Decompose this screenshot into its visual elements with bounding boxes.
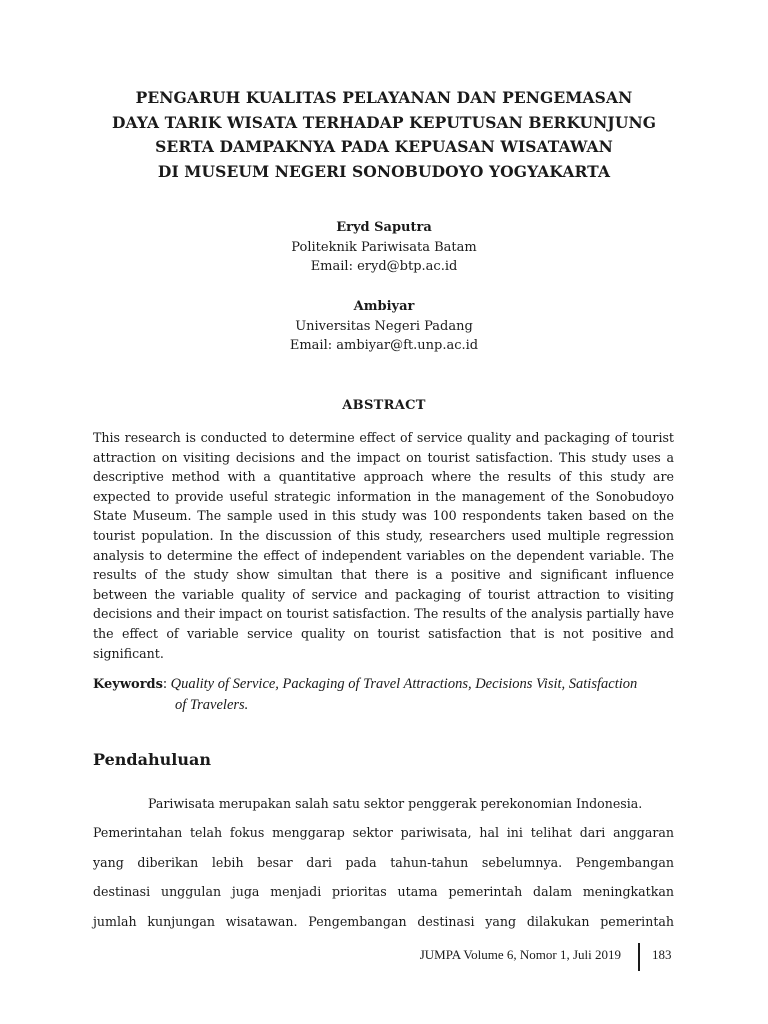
keywords [93, 674, 683, 715]
body-line: Pemerintahan telah fokus menggarap sektor pariwisata, hal ini telihat dari anggaran [93, 825, 674, 841]
section-body [93, 789, 674, 936]
title-line: DAYA TARIK WISATA TERHADAP KEPUTUSAN BERKUNJUNG [111, 112, 657, 132]
author-name: Eryd Saputra [336, 220, 432, 235]
page-footer [0, 943, 768, 973]
page-number: 183 [652, 947, 672, 962]
body-line: yang diberikan lebih besar dari pada tahun-tahun sebelumnya. Pengembangan [93, 854, 674, 870]
author-name: Ambiyar [353, 299, 415, 314]
keywords-label: Keywords [93, 677, 163, 692]
section-heading: Pendahuluan [93, 750, 211, 769]
author-affiliation: Universitas Negeri Padang [295, 318, 473, 334]
abstract-heading: ABSTRACT [342, 398, 426, 413]
author-affiliation: Politeknik Pariwisata Batam [291, 239, 477, 255]
author-email: Email: eryd@btp.ac.id [310, 259, 458, 274]
journal-citation: JUMPA Volume 6, Nomor 1, Juli 2019 [419, 947, 621, 962]
paper-title [80, 86, 688, 184]
title-line: PENGARUH KUALITAS PELAYANAN DAN PENGEMASAN [135, 88, 633, 107]
body-line: Pariwisata merupakan salah satu sektor penggerak perekonomian Indonesia. [148, 796, 643, 811]
title-line: DI MUSEUM NEGERI SONOBUDOYO YOGYAKARTA [157, 161, 611, 181]
keywords-separator: : [162, 676, 167, 692]
keywords-list: Quality of Service, Packaging of Travel Attractions, Decisions Visit, Satisfaction [170, 676, 638, 692]
body-line: destinasi unggulan juga menjadi prioritas utama pemerintah dalam meningkatkan [93, 884, 674, 900]
footer-divider [638, 943, 640, 971]
body-line: jumlah kunjungan wisatawan. Pengembangan destinasi yang dilakukan pemerintah [93, 913, 674, 929]
author-email: Email: ambiyar@ft.unp.ac.id [289, 338, 479, 353]
author-block-2 [0, 297, 768, 356]
title-line: SERTA DAMPAKNYA PADA KEPUASAN WISATAWAN [155, 137, 613, 156]
keywords-list-continued: of Travelers. [175, 697, 249, 713]
abstract-text: This research is conducted to determine effect of service quality and packaging of tourist attraction on visiting decisions and the impact on tourist satisfaction. This study uses a descriptive method with a quantitative approach where the results of this study are expected to provide useful strategic information in the management of the Sonobudoyo State Museum. The sample used in this study was 100 respondents taken based on the tourist population. In the discussion of this study, researchers used multiple regression analysis to determine the effect of independent variables on the dependent variable. The results of the study show simultan that there is a positive and significant influence between the variable quality of service and packaging of tourist attraction to visiting decisions and their impact on tourist satisfaction. The results of the analysis partially have the effect of variable service quality on tourist satisfaction that is not positive and significant. [93, 430, 674, 661]
author-block-1 [0, 218, 768, 277]
